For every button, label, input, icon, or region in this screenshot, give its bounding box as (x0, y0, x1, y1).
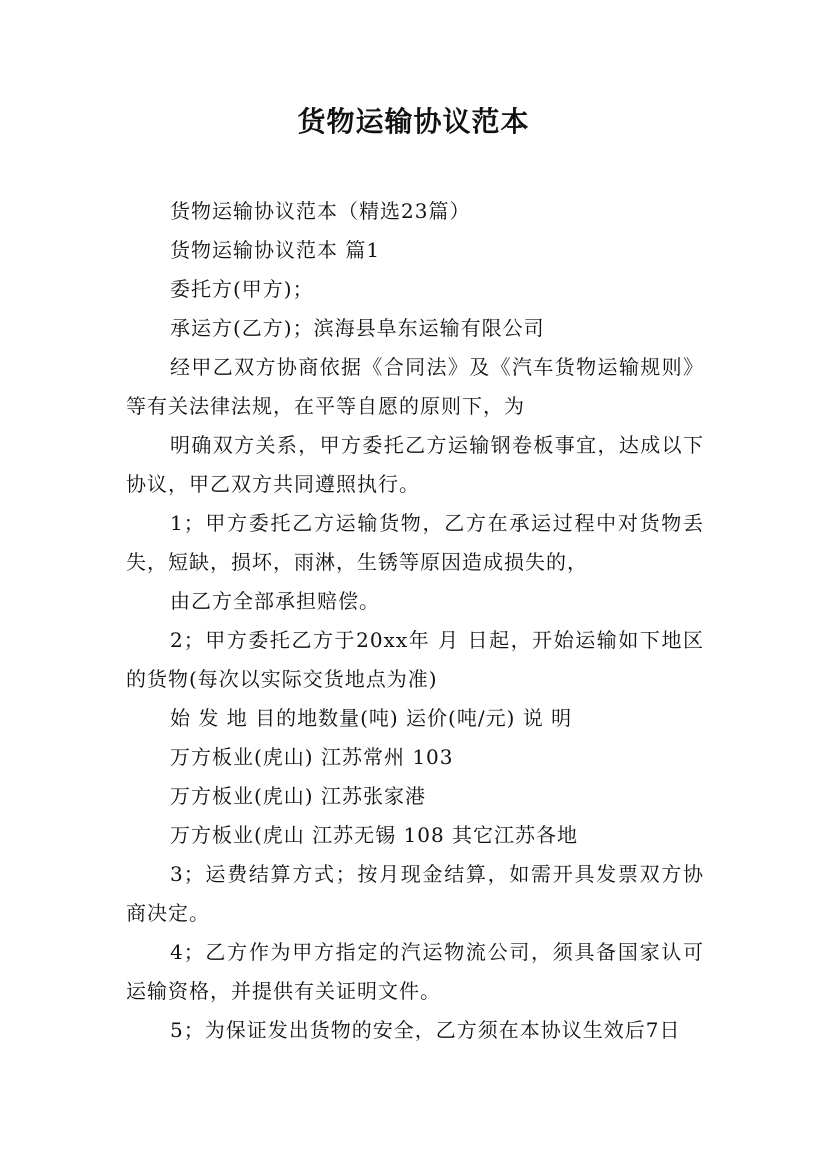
paragraph-party-a: 委托方(甲方)； (170, 277, 314, 301)
paragraph-clause-1: 1；甲方委托乙方运输货物，乙方在承运过程中对货物丢失，短缺，损坏，雨淋，生锈等原因造成损失的， (126, 511, 704, 574)
paragraph-clause-1-continued: 由乙方全部承担赔偿。 (170, 589, 380, 613)
paragraph-subtitle: 货物运输协议范本（精选23篇） (170, 199, 471, 223)
paragraph-party-b: 承运方(乙方)；滨海县阜东运输有限公司 (170, 316, 545, 340)
document-body (126, 192, 704, 1050)
table-row: 万方板业(虎山) 江苏常州 103 (170, 745, 454, 769)
table-row: 万方板业(虎山) 江苏张家港 (170, 784, 426, 808)
paragraph-relationship: 明确双方关系，甲方委托乙方运输钢卷板事宜，达成以下协议，甲乙双方共同遵照执行。 (126, 433, 704, 496)
document-title: 货物运输协议范本 (297, 105, 530, 138)
paragraph-clause-5: 5；为保证发出货物的安全，乙方须在本协议生效后7日 (170, 1018, 681, 1042)
paragraph-section-heading: 货物运输协议范本 篇1 (170, 238, 381, 262)
paragraph-clause-2: 2；甲方委托乙方于20xx年 月 日起，开始运输如下地区的货物(每次以实际交货地点为准) (126, 628, 704, 691)
paragraph-clause-4: 4；乙方作为甲方指定的汽运物流公司，须具备国家认可运输资格，并提供有关证明文件。 (126, 940, 704, 1003)
paragraph-clause-3: 3；运费结算方式；按月现金结算，如需开具发票双方协商决定。 (126, 862, 704, 925)
table-row: 万方板业(虎山 江苏无锡 108 其它江苏各地 (170, 823, 579, 847)
table-header-row: 始 发 地 目的地数量(吨) 运价(吨/元) 说 明 (170, 706, 573, 730)
paragraph-preamble: 经甲乙双方协商依据《合同法》及《汽车货物运输规则》等有关法律法规，在平等自愿的原则下，为 (126, 355, 704, 418)
